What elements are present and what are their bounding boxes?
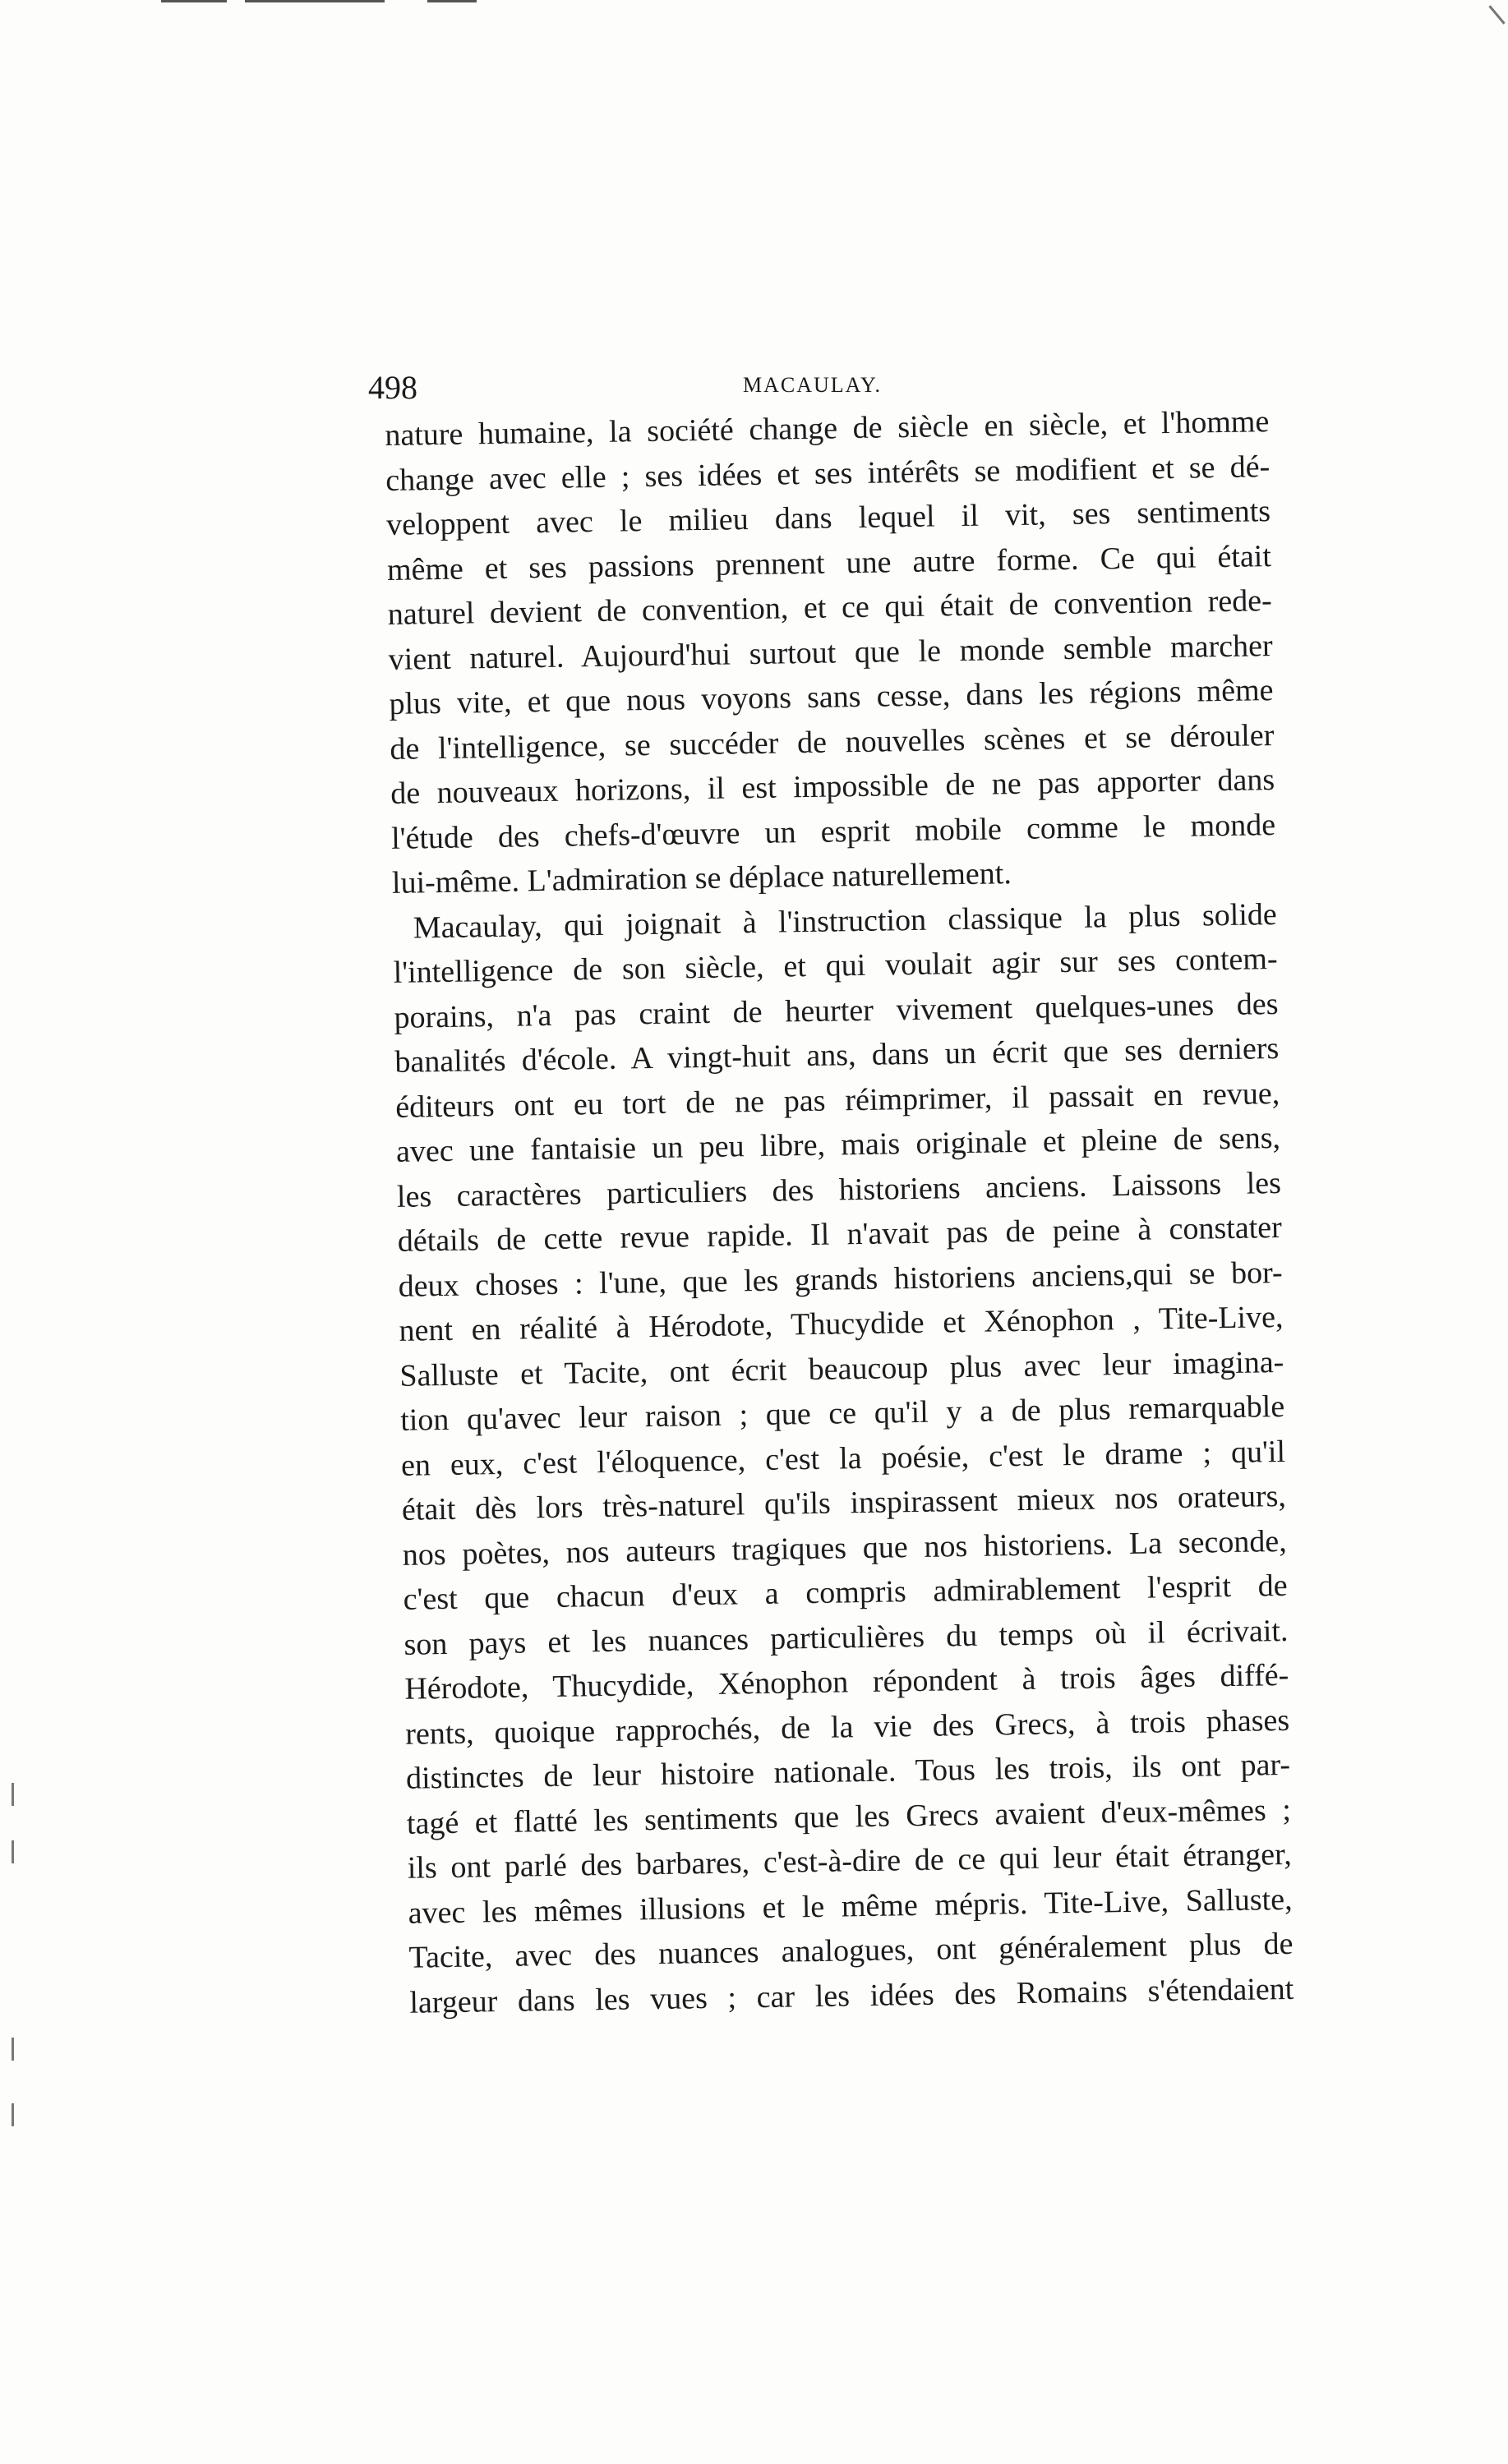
text-line: tagé et flatté les sentiments que les Grecs avaient d'eux-mêmes ; [406, 1792, 1292, 1841]
margin-mark [12, 1840, 14, 1863]
text-line: tion qu'avec leur raison ; que ce qu'il y a de plus remarquable [399, 1389, 1285, 1438]
text-line: de l'intelligence, se succéder de nouvelles scènes et se dérouler [390, 717, 1275, 767]
body-text [385, 399, 1294, 2025]
text-line: plus vite, et que nous voyons sans cesse, dans les régions même [389, 673, 1274, 721]
text-line: même et ses passions prennent une autre forme. Ce qui était [386, 538, 1272, 587]
text-line: l'intelligence de son siècle, et qui voulait agir sur ses contem- [393, 942, 1278, 990]
text-line: vient naturel. Aujourd'hui surtout que le monde semble marcher [388, 628, 1273, 677]
text-line: nature humaine, la société change de siècle en siècle, et l'homme [385, 404, 1270, 453]
scan-edge-mark [427, 0, 477, 2]
text-line: ils ont parlé des barbares, c'est-à-dire de ce qui leur était étranger, [407, 1836, 1293, 1886]
text-line: Hérodote, Thucydide, Xénophon répondent à trois âges diffé- [404, 1657, 1289, 1706]
text-line: rents, quoique rapprochés, de la vie des Grecs, à trois phases [404, 1702, 1290, 1752]
text-line: banalités d'école. A vingt-huit ans, dans un écrit que ses derniers [394, 1031, 1280, 1080]
text-line: largeur dans les vues ; car les idées des Romains s'étendaient [409, 1971, 1294, 2020]
page-number: 498 [368, 369, 417, 406]
text-line: de nouveaux horizons, il est impossible de ne pas apporter dans [390, 762, 1275, 811]
text-line: porains, n'a pas craint de heurter vivement quelques-unes des [394, 986, 1279, 1035]
text-line: les caractères particuliers des historiens anciens. Laissons les [396, 1165, 1282, 1214]
text-line: change avec elle ; ses idées et ses intérêts se modifient et se dé- [385, 449, 1271, 498]
text-line: éditeurs ont eu tort de ne pas réimprimer, il passait en revue, [394, 1075, 1280, 1125]
text-line: c'est que chacun d'eux a compris admirablement l'esprit de [403, 1568, 1288, 1617]
text-line: avec une fantaisie un peu libre, mais originale et pleine de sens, [395, 1120, 1281, 1169]
text-line: lui-même. L'admiration se déplace naturellement. [391, 856, 1012, 900]
text-line: naturel devient de convention, et ce qui était de convention rede- [387, 583, 1273, 632]
text-line: son pays et les nuances particulières du temps où il écrivait. [404, 1613, 1289, 1662]
text-line: Tacite, avec des nuances analogues, ont généralement plus de [408, 1926, 1294, 1975]
text-line: veloppent avec le milieu dans lequel il vit, ses sentiments [385, 494, 1271, 542]
text-line: deux choses : l'une, que les grands historiens anciens,qui se bor- [398, 1255, 1283, 1304]
text-line: distinctes de leur histoire nationale. Tous les trois, ils ont par- [405, 1747, 1291, 1796]
text-line: nent en réalité à Hérodote, Thucydide et Xénophon , Tite-Live, [399, 1299, 1284, 1348]
margin-mark [12, 2038, 14, 2061]
text-line: en eux, c'est l'éloquence, c'est la poésie, c'est le drame ; qu'il [400, 1434, 1286, 1483]
margin-mark [12, 2103, 14, 2126]
scan-edge-mark [245, 0, 385, 2]
margin-mark [12, 1783, 14, 1806]
scan-corner-mark [1488, 5, 1505, 24]
text-line: Salluste et Tacite, ont écrit beaucoup plus avec leur imagina- [399, 1344, 1284, 1393]
text-line: nos poètes, nos auteurs tragiques que nos historiens. La seconde, [402, 1523, 1288, 1573]
running-head: MACAULAY. [743, 373, 882, 397]
scan-edge-mark [161, 0, 227, 2]
text-line: avec les mêmes illusions et le même mépris. Tite-Live, Salluste, [408, 1881, 1293, 1931]
text-line: l'étude des chefs-d'œuvre un esprit mobile comme le monde [390, 807, 1276, 856]
text-line: Macaulay, qui joignait à l'instruction classique la plus solide [413, 896, 1278, 946]
text-line: était dès lors très-naturel qu'ils inspirassent mieux nos orateurs, [401, 1478, 1287, 1527]
text-line: détails de cette revue rapide. Il n'avait pas de peine à constater [397, 1209, 1283, 1259]
